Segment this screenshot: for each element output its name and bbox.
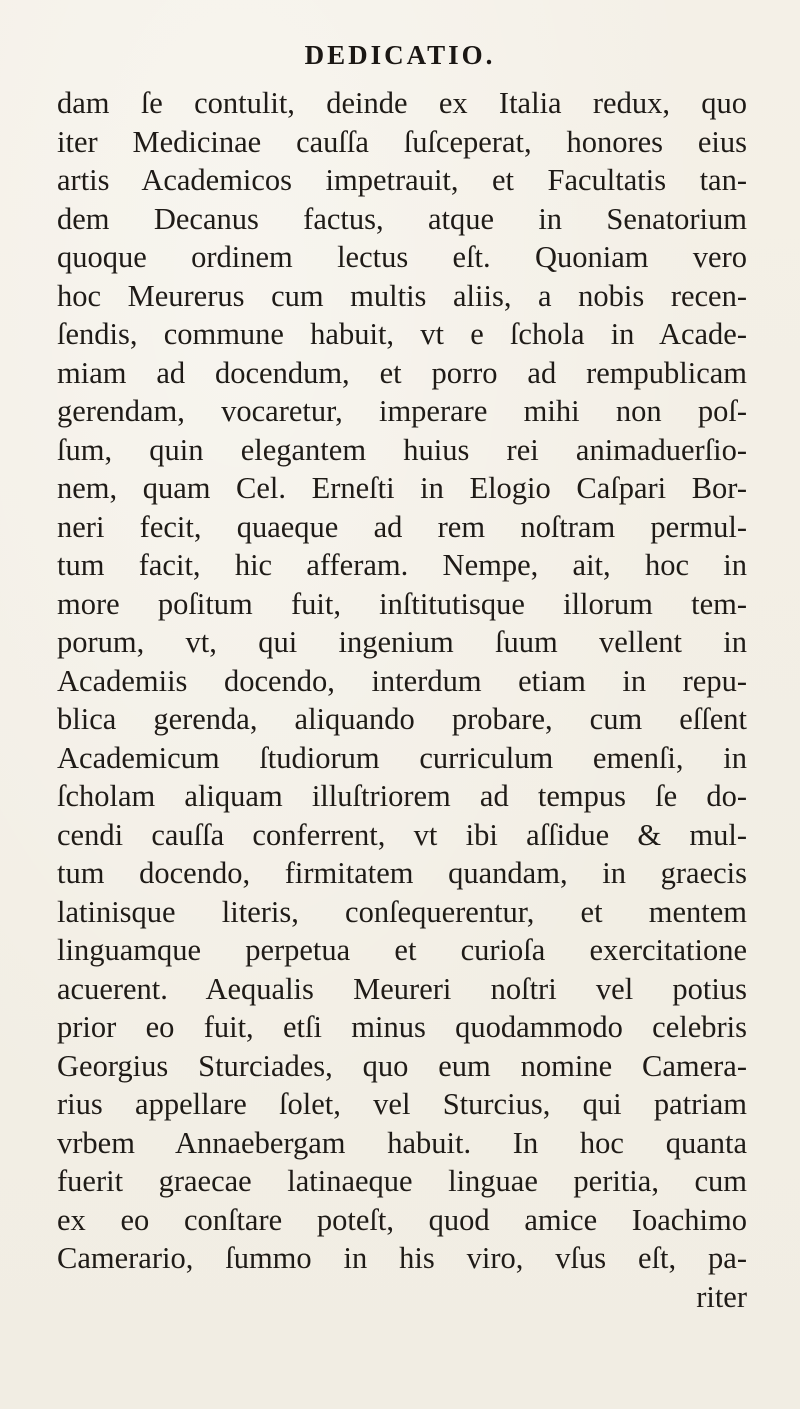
text-line: nem, quam Cel. Erneſti in Elogio Caſpari Bor- (57, 471, 747, 505)
text-line: hoc Meurerus cum multis aliis, a nobis recen- (57, 278, 747, 313)
text-line: cendi cauſſa conferrent, vt ibi aſſidue & mul- (57, 817, 747, 852)
text-line: quoque ordinem lectus eſt. Quoniam vero (57, 240, 747, 274)
body-text (57, 84, 747, 1316)
catchword: riter (696, 1279, 747, 1314)
text-line: ex eo conſtare poteſt, quod amice Ioachimo (57, 1202, 747, 1237)
text-line: acuerent. Aequalis Meureri noſtri vel potius (57, 971, 747, 1006)
text-line: iter Medicinae cauſſa ſuſceperat, honores eius (57, 124, 747, 159)
text-line: more poſitum fuit, inſtitutisque illorum tem- (57, 586, 747, 621)
text-line: neri fecit, quaeque ad rem noſtram permul- (57, 509, 747, 544)
text-line: ſcholam aliquam illuſtriorem ad tempus ſe do- (57, 779, 747, 813)
text-line: Academiis docendo, interdum etiam in repu- (57, 663, 747, 698)
text-line: ſum, quin elegantem huius rei animaduerſio- (57, 432, 747, 467)
text-line: fuerit graecae latinaeque linguae peritia, cum (57, 1164, 747, 1198)
text-line: Georgius Sturciades, quo eum nomine Camera- (57, 1048, 747, 1083)
text-line: tum facit, hic afferam. Nempe, ait, hoc in (57, 548, 747, 582)
text-line: ſendis, commune habuit, vt e ſchola in Acade- (57, 317, 747, 351)
text-line: dam ſe contulit, deinde ex Italia redux, quo (57, 86, 747, 120)
text-line: dem Decanus factus, atque in Senatorium (57, 201, 747, 236)
text-line: porum, vt, qui ingenium ſuum vellent in (57, 625, 747, 659)
text-line: miam ad docendum, et porro ad rempublicam (57, 355, 747, 390)
text-line: tum docendo, firmitatem quandam, in graecis (57, 856, 747, 890)
text-line: blica gerenda, aliquando probare, cum eſſent (57, 702, 747, 736)
text-line: vrbem Annaebergam habuit. In hoc quanta (57, 1125, 747, 1160)
text-line: artis Academicos impetrauit, et Facultatis tan- (57, 163, 747, 197)
text-line: linguamque perpetua et curioſa exercitatione (57, 933, 747, 967)
text-line: Academicum ſtudiorum curriculum emenſi, in (57, 740, 747, 775)
text-line: prior eo fuit, etſi minus quodammodo celebris (57, 1010, 747, 1044)
running-title: DEDICATIO. (304, 40, 496, 70)
text-line: Camerario, ſummo in his viro, vſus eſt, pa- (57, 1241, 747, 1275)
text-line: latinisque literis, conſequerentur, et mentem (57, 894, 747, 929)
text-line: gerendam, vocaretur, imperare mihi non poſ- (57, 394, 747, 428)
text-line: rius appellare ſolet, vel Sturcius, qui patriam (57, 1087, 747, 1121)
